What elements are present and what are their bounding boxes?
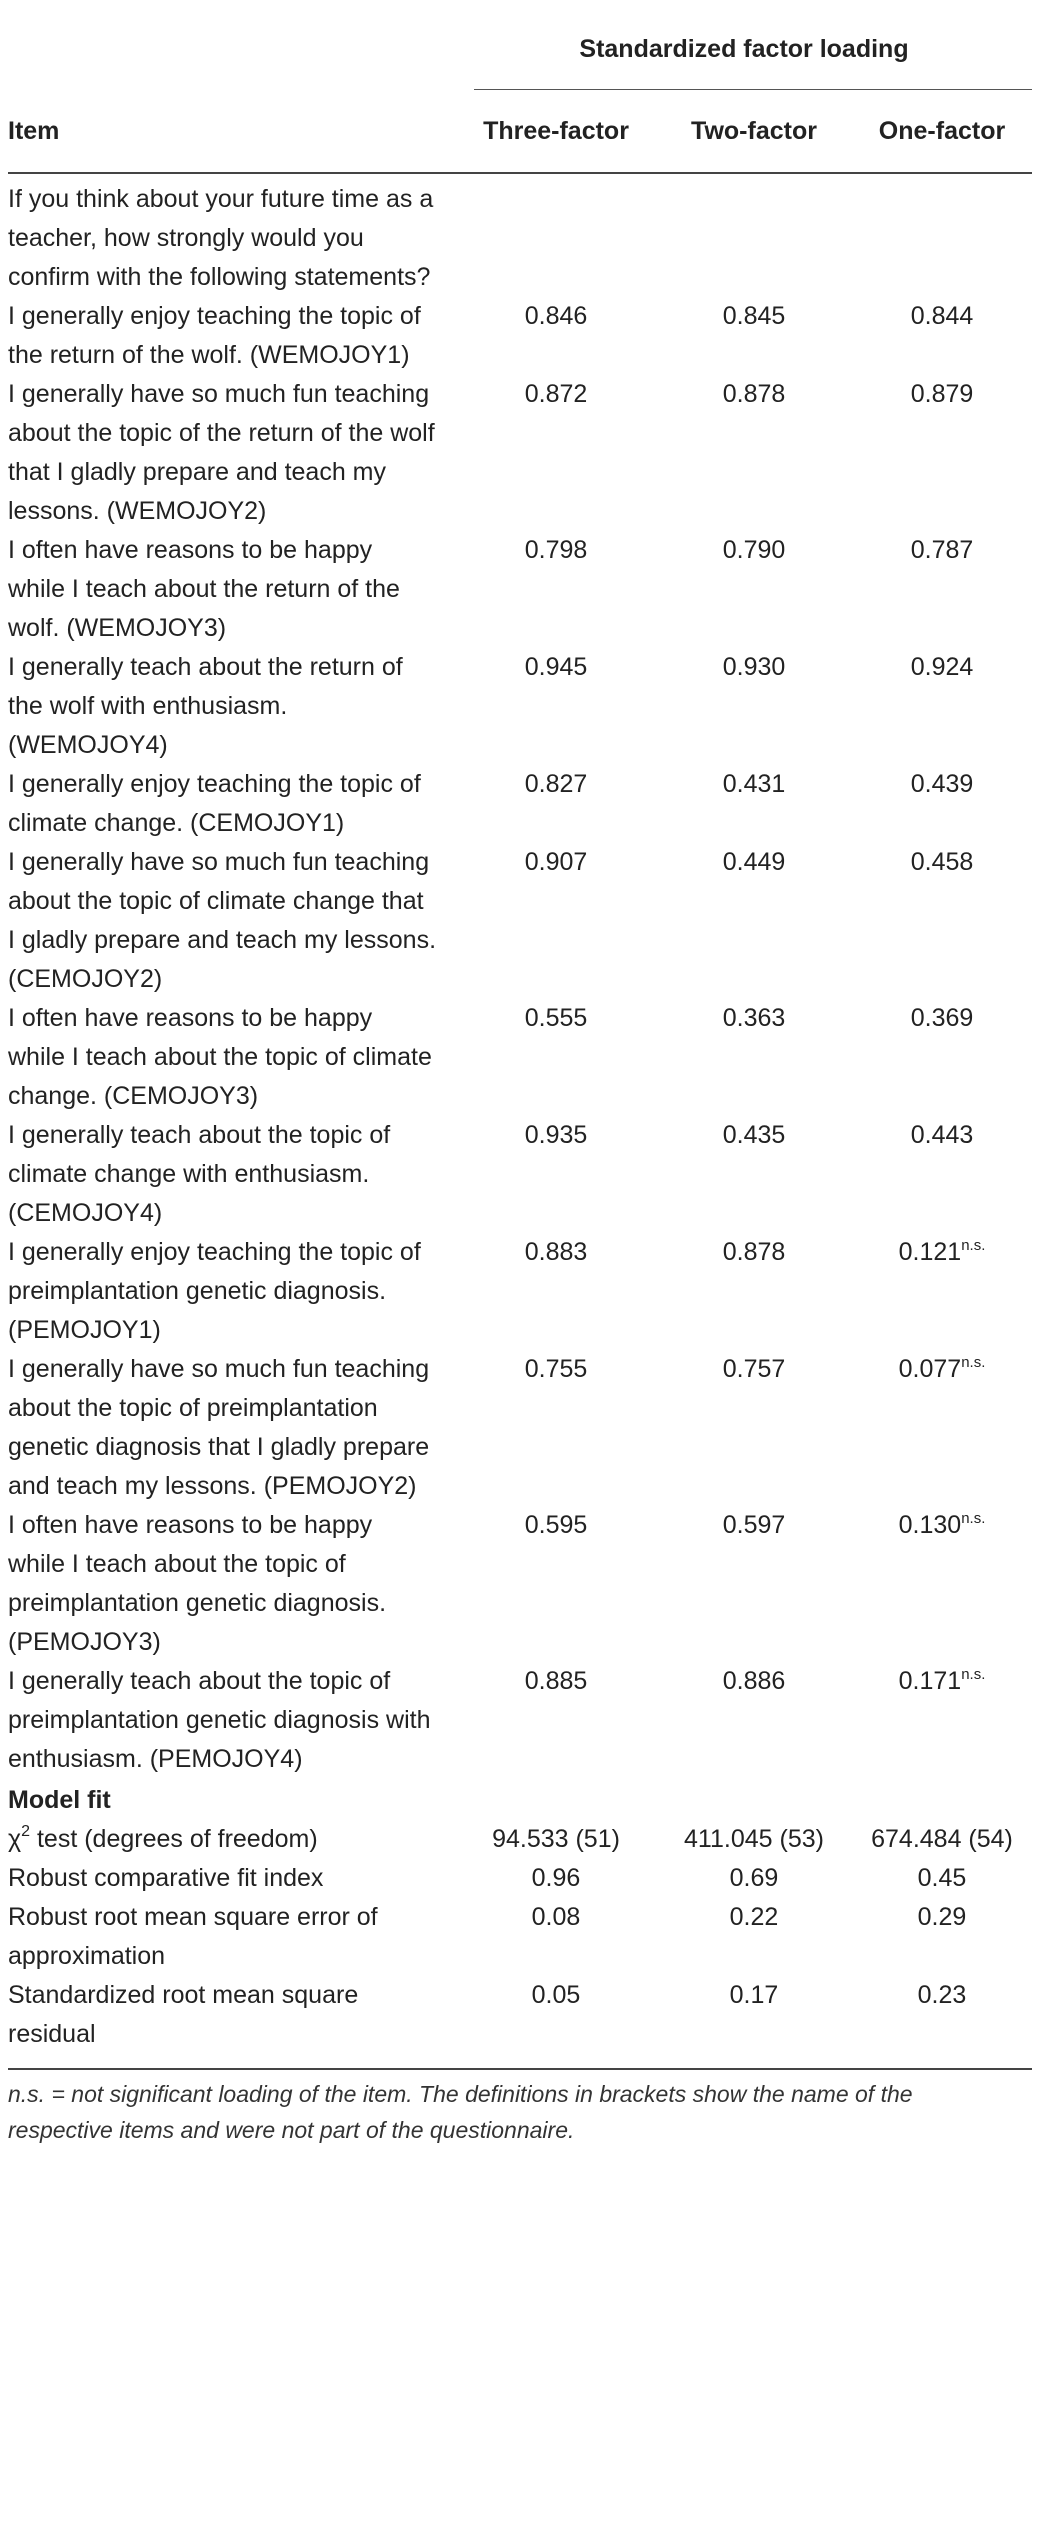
one-factor-value: 0.458 [910,848,974,876]
chi-square-label [8,1820,456,1859]
two-factor-loading: 0.845 [722,302,786,330]
fit-index-row [8,1859,1032,1898]
one-factor-value: 0.121 [898,1238,962,1266]
column-header-row [8,90,1032,173]
one-factor-loading [852,1350,1032,1506]
chi-two-factor: 411.045 (53) [684,1825,824,1853]
table-footnote: n.s. = not significant loading of the item. The definitions in brackets show the name of the respective items and were not part of the questionnaire. [8,2081,913,2143]
item-text: I generally have so much fun teaching about the topic of the return of the wolf that I gladly prepare and teach my lessons. (WEMOJOY2) [8,380,435,525]
three-factor-loading: 0.872 [524,380,588,408]
two-factor-loading: 0.431 [722,770,786,798]
fit-index-row [8,1898,1032,1976]
one-factor-value: 0.844 [910,302,974,330]
one-factor-value: 0.171 [898,1667,962,1695]
fit-two-factor: 0.17 [656,1976,852,2069]
fit-one-factor: 0.45 [917,1864,967,1892]
two-factor-loading: 0.597 [722,1511,786,1539]
one-factor-value: 0.077 [898,1355,962,1383]
two-factor-loading: 0.435 [722,1121,786,1149]
item-text: I generally have so much fun teaching about the topic of preimplantation genetic diagnosis that I gladly prepare and teach my lessons. (PEMOJOY2) [8,1355,430,1500]
two-factor-loading: 0.363 [722,1004,786,1032]
fit-two-factor: 0.22 [729,1903,779,1931]
three-factor-loading: 0.883 [524,1238,588,1266]
item-text: I generally enjoy teaching the topic of the return of the wolf. (WEMOJOY1) [8,302,421,369]
table-row [8,843,1032,999]
one-factor-loading [852,1233,1032,1350]
table-row [8,1116,1032,1233]
item-text: I generally teach about the topic of preimplantation genetic diagnosis with enthusiasm. (PEMOJOY4) [8,1667,431,1773]
one-factor-loading [852,375,1032,531]
item-text: I generally enjoy teaching the topic of preimplantation genetic diagnosis. (PEMOJOY1) [8,1238,421,1344]
fit-index-row [8,1976,1032,2069]
three-factor-loading: 0.555 [524,1004,588,1032]
three-factor-loading: 0.755 [524,1355,588,1383]
item-text: I often have reasons to be happy while I teach about the return of the wolf. (WEMOJOY3) [8,536,400,642]
fit-three-factor: 0.08 [531,1903,581,1931]
three-factor-loading: 0.798 [524,536,588,564]
fit-index-label: Robust root mean square error of approximation [8,1903,378,1970]
three-factor-column-header: Three-factor [456,90,656,173]
two-factor-loading: 0.878 [722,1238,786,1266]
group-header-row [8,8,1032,90]
three-factor-loading: 0.935 [524,1121,588,1149]
one-factor-loading [852,648,1032,765]
fit-index-label: Standardized root mean square residual [8,1976,456,2069]
three-factor-loading: 0.907 [524,848,588,876]
three-factor-loading: 0.885 [524,1667,588,1695]
item-text: I generally have so much fun teaching about the topic of climate change that I gladly prepare and teach my lessons. (CEMOJOY2) [8,848,437,993]
table-row [8,648,1032,765]
chi-symbol: χ [8,1825,22,1853]
item-text: I generally teach about the return of the wolf with enthusiasm. (WEMOJOY4) [8,653,403,759]
one-factor-loading [852,531,1032,648]
item-column-header: Item [8,90,456,173]
item-text: I generally enjoy teaching the topic of climate change. (CEMOJOY1) [8,770,421,837]
chi-label-text: test (degrees of freedom) [30,1825,318,1853]
one-factor-loading [852,1116,1032,1233]
two-factor-loading: 0.449 [722,848,786,876]
fit-three-factor: 0.05 [456,1976,656,2069]
one-factor-loading [852,843,1032,999]
one-factor-loading [852,1662,1032,1779]
chi-three-factor: 94.533 (51) [492,1825,620,1853]
two-factor-loading: 0.930 [722,653,786,681]
item-text: I often have reasons to be happy while I teach about the topic of climate change. (CEMOJOY3) [8,1004,432,1110]
two-factor-loading: 0.790 [722,536,786,564]
one-factor-value: 0.130 [898,1511,962,1539]
one-factor-value: 0.369 [910,1004,974,1032]
three-factor-loading: 0.827 [524,770,588,798]
chi-square-row [8,1820,1032,1859]
not-significant-marker: n.s. [961,1510,986,1527]
one-factor-value: 0.879 [910,380,974,408]
fit-one-factor: 0.23 [852,1976,1032,2069]
table-row [8,1233,1032,1350]
model-fit-section-row [8,1779,1032,1820]
fit-index-label: Robust comparative fit index [8,1864,324,1892]
not-significant-marker: n.s. [961,1237,986,1254]
factor-loading-table [8,8,1032,2070]
three-factor-loading: 0.846 [524,302,588,330]
one-factor-loading [852,297,1032,375]
fit-three-factor: 0.96 [531,1864,581,1892]
three-factor-loading: 0.945 [524,653,588,681]
one-factor-value: 0.439 [910,770,974,798]
model-fit-heading: Model fit [8,1786,111,1814]
not-significant-marker: n.s. [961,1666,986,1683]
table-row [8,297,1032,375]
item-text: I often have reasons to be happy while I teach about the topic of preimplantation genetic diagnosis. (PEMOJOY3) [8,1511,387,1656]
one-factor-column-header: One-factor [852,90,1032,173]
table-row [8,1350,1032,1506]
one-factor-loading [852,999,1032,1116]
question-stem: If you think about your future time as a teacher, how strongly would you confirm with the following statements? [8,185,434,291]
one-factor-loading [852,765,1032,843]
empty-header-cell [8,8,456,90]
table-row [8,765,1032,843]
table-row [8,1662,1032,1779]
two-factor-loading: 0.886 [722,1667,786,1695]
one-factor-value: 0.787 [910,536,974,564]
group-header [456,8,1032,90]
one-factor-value: 0.443 [910,1121,974,1149]
fit-one-factor: 0.29 [917,1903,967,1931]
table-row [8,1506,1032,1662]
chi-one-factor: 674.484 (54) [871,1825,1013,1853]
table-row [8,999,1032,1116]
item-text: I generally teach about the topic of climate change with enthusiasm. (CEMOJOY4) [8,1121,391,1227]
table-row [8,531,1032,648]
two-factor-loading: 0.878 [722,380,786,408]
group-header-label: Standardized factor loading [579,34,909,63]
one-factor-value: 0.924 [910,653,974,681]
two-factor-column-header: Two-factor [656,90,852,173]
not-significant-marker: n.s. [961,1354,986,1371]
three-factor-loading: 0.595 [524,1511,588,1539]
one-factor-loading [852,1506,1032,1662]
two-factor-loading: 0.757 [722,1355,786,1383]
fit-two-factor: 0.69 [729,1864,779,1892]
question-stem-row [8,173,1032,297]
chi-superscript: 2 [21,1823,31,1840]
table-row [8,375,1032,531]
